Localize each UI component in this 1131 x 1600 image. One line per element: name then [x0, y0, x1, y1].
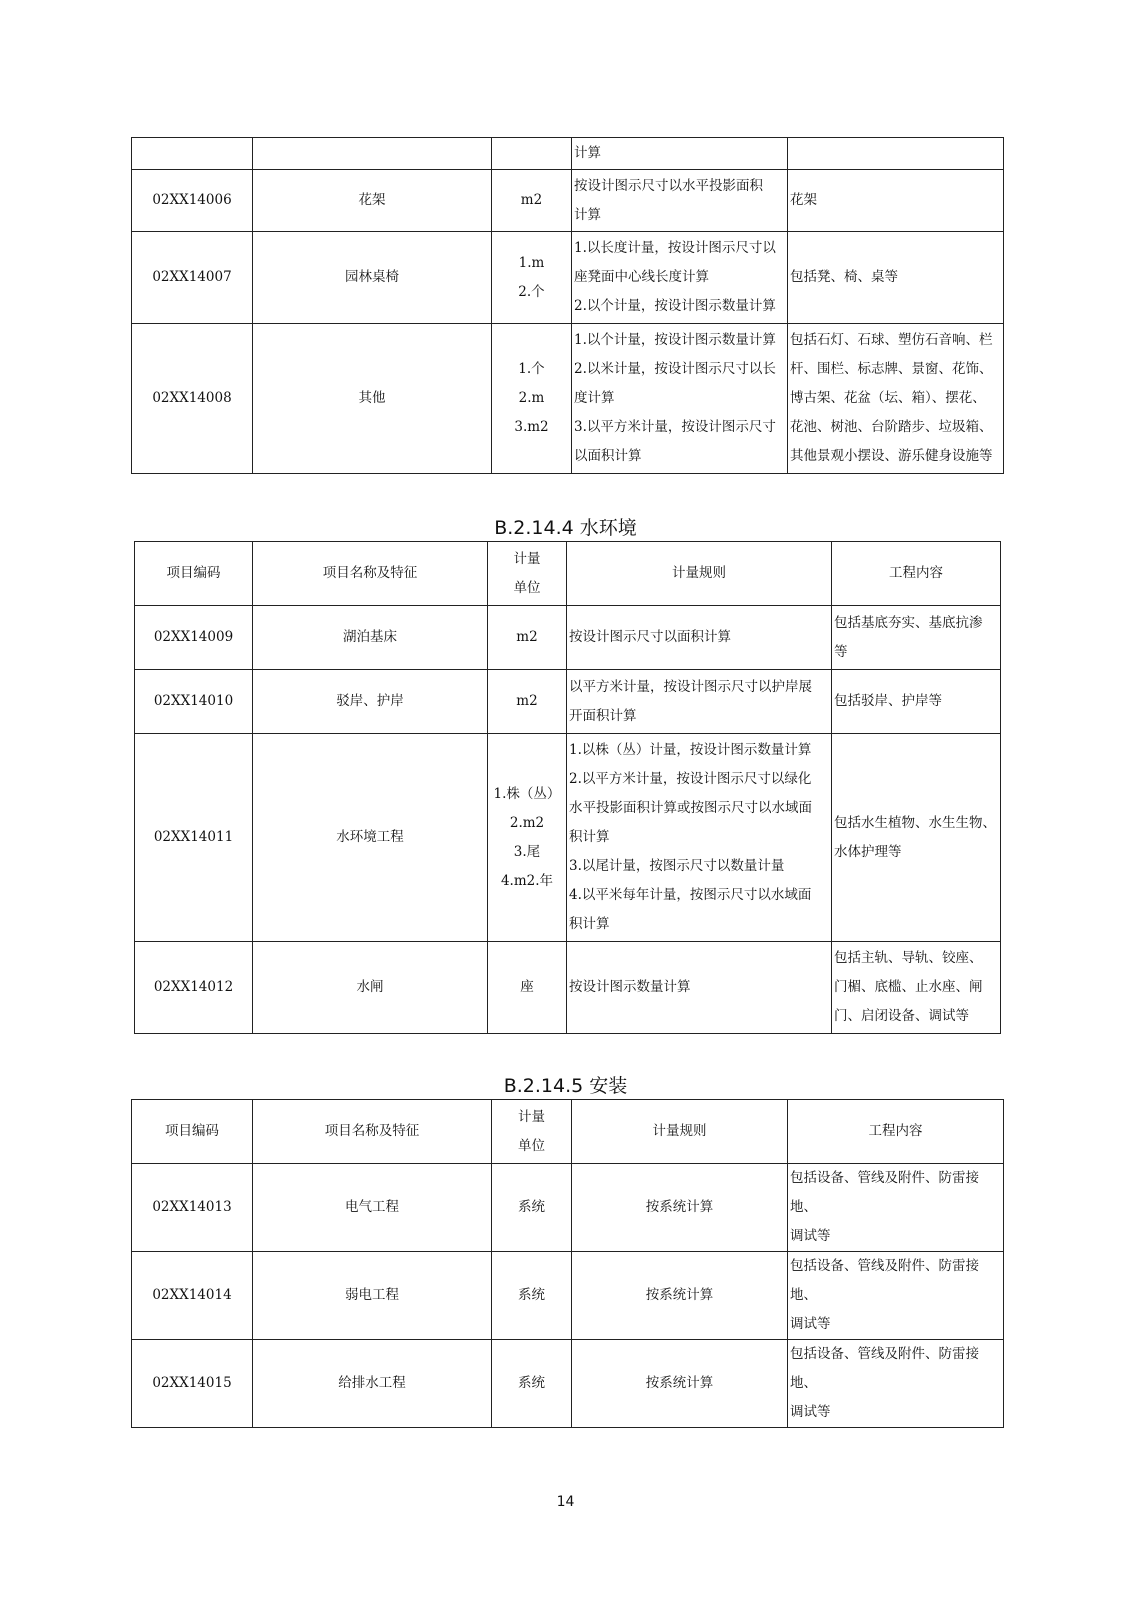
rule-line: 按系统计算: [645, 1375, 714, 1391]
content-cell: [788, 1252, 1004, 1340]
content-line: 花池、树池、台阶踏步、垃圾箱、: [790, 419, 993, 435]
rule-cell: [572, 1340, 788, 1428]
rule-line: 2.以平方米计量，按设计图示尺寸以绿化: [569, 771, 812, 787]
item-name-cell: 水闸: [253, 942, 488, 1034]
header-unit-line: 单位: [518, 1137, 545, 1154]
content-line: 包括凳、椅、桌等: [790, 269, 898, 285]
rule-line: 以平方米计量，按设计图示尺寸以护岸展: [569, 678, 812, 695]
unit-cell: [488, 670, 567, 734]
content-cell: [832, 734, 1001, 942]
item-name-cell: 水环境工程: [253, 734, 488, 942]
content-cell: [788, 170, 1004, 232]
table-row: [132, 324, 1004, 474]
content-line: 包括驳岸、护岸等: [834, 693, 942, 709]
rule-cell: [567, 670, 832, 734]
unit-cell: [488, 942, 567, 1034]
unit-line: 3.尾: [513, 843, 541, 860]
table-installation: [131, 1099, 1004, 1428]
unit-cell: [492, 1164, 572, 1252]
item-name-cell: 其他: [253, 324, 492, 474]
table-continued: [131, 137, 1004, 474]
unit-cell: [492, 1252, 572, 1340]
item-name-cell: [253, 138, 492, 170]
header-row: [135, 542, 1001, 606]
header-rule: 计量规则: [567, 542, 832, 606]
content-line: 包括设备、管线及附件、防雷接地、: [790, 1346, 979, 1391]
item-name-cell: 弱电工程: [253, 1252, 492, 1340]
header-unit-line: 单位: [513, 579, 541, 596]
rule-line: 以面积计算: [574, 448, 642, 464]
header-content: 工程内容: [832, 542, 1001, 606]
rule-cell: [572, 232, 788, 324]
rule-line: 计算: [574, 206, 601, 223]
unit-line: m2: [516, 693, 538, 709]
item-code-cell: 02XX14009: [135, 606, 253, 670]
item-code-cell: 02XX14015: [132, 1340, 253, 1428]
rule-line: 开面积计算: [569, 707, 637, 724]
content-cell: [832, 606, 1001, 670]
header-code: 项目编码: [132, 1100, 253, 1164]
rule-cell: [567, 942, 832, 1034]
content-line: 其他景观小摆设、游乐健身设施等: [790, 448, 993, 464]
rule-line: 4.以平米每年计量，按图示尺寸以水域面: [569, 887, 812, 903]
content-line: 包括设备、管线及附件、防雷接地、: [790, 1258, 979, 1303]
header-unit-line: 计量: [513, 550, 541, 567]
content-line: 博古架、花盆（坛、箱）、摆花、: [790, 390, 986, 406]
rule-line: 按设计图示数量计算: [569, 979, 691, 995]
content-cell: [832, 670, 1001, 734]
header-rule: 计量规则: [572, 1100, 788, 1164]
header-unit-line: 计量: [518, 1108, 545, 1125]
table-header: [135, 542, 1001, 606]
header-name: 项目名称及特征: [253, 1100, 492, 1164]
table-row: [132, 138, 1004, 170]
rule-line: 1.以个计量，按设计图示数量计算: [574, 332, 776, 348]
table-row: [132, 232, 1004, 324]
rule-line: 按设计图示尺寸以面积计算: [569, 629, 731, 645]
table-body: [132, 1164, 1004, 1428]
unit-line: 2.m2: [509, 814, 545, 831]
unit-cell: [488, 606, 567, 670]
rule-line: 度计算: [574, 390, 615, 406]
content-line: 门、启闭设备、调试等: [834, 1008, 969, 1024]
unit-line: 2.m: [518, 390, 545, 406]
page-number: 14: [556, 1494, 575, 1510]
unit-cell: [492, 138, 572, 170]
table-row: [135, 606, 1001, 670]
content-line: 调试等: [790, 1404, 831, 1420]
content-cell: [788, 1340, 1004, 1428]
rule-line: 2.以米计量，按设计图示尺寸以长: [574, 361, 776, 377]
section-title-install: B.2.14.5 安装: [503, 1075, 628, 1097]
content-line: 水体护理等: [834, 843, 902, 860]
unit-cell: [492, 170, 572, 232]
content-line: 花架: [790, 192, 817, 208]
header-name: 项目名称及特征: [253, 542, 488, 606]
unit-line: 1.株（丛）: [493, 785, 561, 802]
item-code-cell: 02XX14006: [132, 170, 253, 232]
rule-line: 计算: [574, 145, 601, 161]
rule-line: 1.以长度计量，按设计图示尺寸以: [574, 240, 776, 256]
unit-line: m2: [520, 192, 543, 208]
content-line: 包括基底夯实、基底抗渗: [834, 614, 983, 631]
rule-cell: [572, 138, 788, 170]
content-cell: [832, 942, 1001, 1034]
table-row: [132, 1252, 1004, 1340]
rule-line: 水平投影面积计算或按图示尺寸以水域面: [569, 800, 812, 816]
unit-line: 系统: [518, 1375, 545, 1391]
rule-line: 按设计图示尺寸以水平投影面积: [574, 177, 763, 194]
content-line: 包括设备、管线及附件、防雷接地、: [790, 1170, 979, 1215]
unit-line: 2.个: [518, 283, 545, 300]
content-cell: [788, 1164, 1004, 1252]
content-line: 调试等: [790, 1228, 831, 1244]
rule-line: 座凳面中心线长度计算: [574, 269, 709, 285]
item-code-cell: 02XX14011: [135, 734, 253, 942]
rule-line: 按系统计算: [645, 1199, 714, 1215]
table-row: [135, 670, 1001, 734]
item-code-cell: [132, 138, 253, 170]
section-title-water: B.2.14.4 水环境: [494, 517, 637, 539]
table-row: [132, 1164, 1004, 1252]
unit-cell: [492, 324, 572, 474]
unit-line: 1.个: [518, 361, 545, 377]
item-name-cell: 驳岸、护岸: [253, 670, 488, 734]
unit-line: 座: [520, 979, 534, 995]
item-code-cell: 02XX14010: [135, 670, 253, 734]
item-name-cell: 花架: [253, 170, 492, 232]
header-unit: [492, 1100, 572, 1164]
unit-cell: [492, 1340, 572, 1428]
unit-line: 3.m2: [514, 419, 549, 435]
item-name-cell: 湖泊基床: [253, 606, 488, 670]
rule-line: 1.以株（丛）计量，按设计图示数量计算: [569, 742, 812, 758]
rule-cell: [567, 606, 832, 670]
table-row: [135, 942, 1001, 1034]
item-code-cell: 02XX14007: [132, 232, 253, 324]
content-line: 等: [834, 643, 848, 660]
table-water-environment: [134, 541, 1001, 1034]
header-code: 项目编码: [135, 542, 253, 606]
content-line: 包括主轨、导轨、铰座、: [834, 950, 983, 966]
unit-cell: [488, 734, 567, 942]
rule-line: 3.以平方米计量，按设计图示尺寸: [574, 419, 776, 435]
item-code-cell: 02XX14012: [135, 942, 253, 1034]
content-line: 包括水生植物、水生生物、: [834, 814, 996, 831]
unit-line: 1.m: [518, 254, 545, 271]
content-line: 门楣、底槛、止水座、闸: [834, 979, 983, 995]
item-code-cell: 02XX14014: [132, 1252, 253, 1340]
table-body: [132, 138, 1004, 474]
table-row: [132, 1340, 1004, 1428]
rule-line: 2.以个计量，按设计图示数量计算: [574, 298, 776, 314]
item-name-cell: 给排水工程: [253, 1340, 492, 1428]
content-line: 杆、围栏、标志牌、景窗、花饰、: [790, 361, 993, 377]
unit-line: 系统: [518, 1287, 545, 1303]
content-cell: [788, 324, 1004, 474]
header-unit: [488, 542, 567, 606]
item-code-cell: 02XX14013: [132, 1164, 253, 1252]
content-cell: [788, 232, 1004, 324]
rule-line: 积计算: [569, 916, 610, 932]
table-header: [132, 1100, 1004, 1164]
rule-cell: [567, 734, 832, 942]
rule-line: 按系统计算: [645, 1287, 714, 1303]
content-cell: [788, 138, 1004, 170]
rule-cell: [572, 1164, 788, 1252]
rule-cell: [572, 1252, 788, 1340]
rule-line: 积计算: [569, 829, 610, 845]
rule-cell: [572, 170, 788, 232]
table-body: [135, 606, 1001, 1034]
header-content: 工程内容: [788, 1100, 1004, 1164]
table-row: [135, 734, 1001, 942]
rule-line: 3.以尾计量，按图示尺寸以数量计量: [569, 858, 785, 874]
unit-line: 4.m2.年: [500, 872, 554, 889]
content-line: 包括石灯、石球、塑仿石音响、栏: [790, 332, 993, 348]
rule-cell: [572, 324, 788, 474]
item-code-cell: 02XX14008: [132, 324, 253, 474]
unit-line: m2: [516, 629, 538, 645]
item-name-cell: 园林桌椅: [253, 232, 492, 324]
content-line: 调试等: [790, 1316, 831, 1332]
item-name-cell: 电气工程: [253, 1164, 492, 1252]
header-row: [132, 1100, 1004, 1164]
unit-line: 系统: [518, 1199, 545, 1215]
table-row: [132, 170, 1004, 232]
unit-cell: [492, 232, 572, 324]
